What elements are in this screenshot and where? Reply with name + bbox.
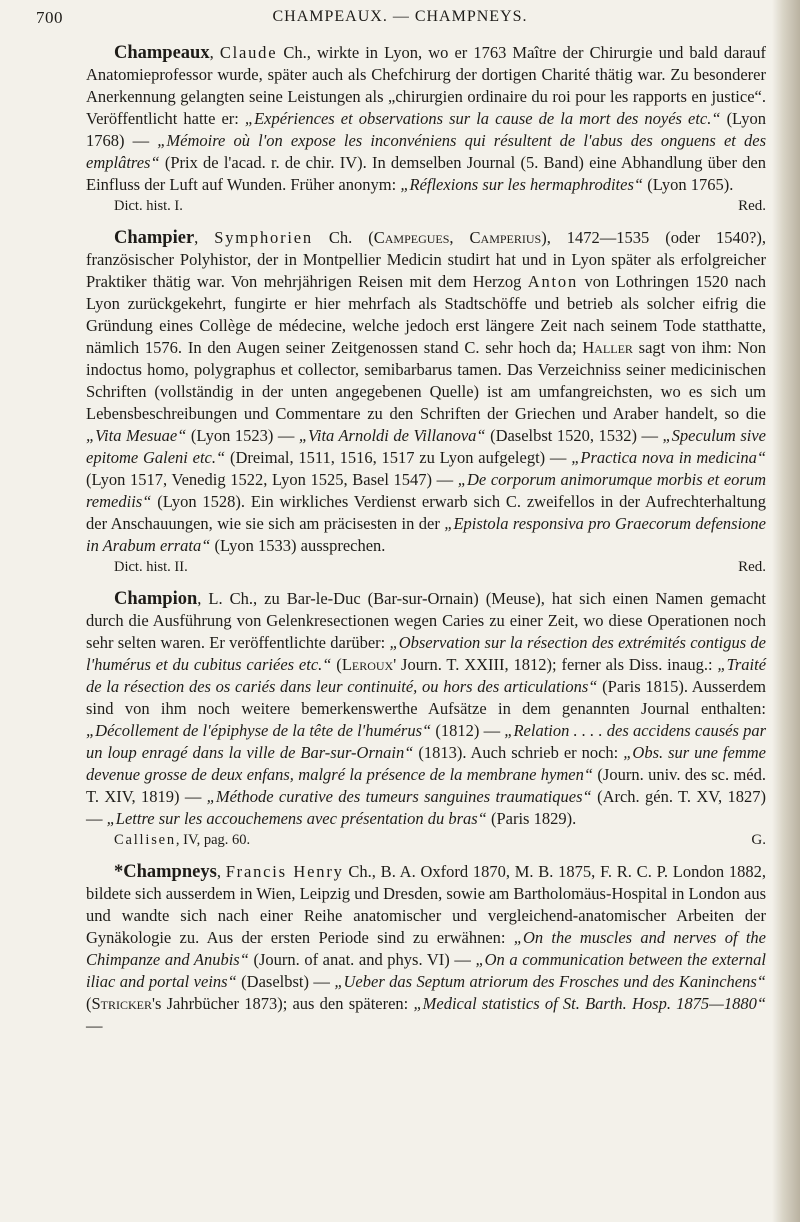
work-title: „Epistola responsiva pro Graecorum defensione in Arabum errata“ <box>86 514 766 555</box>
work-title: „Ueber das Septum atriorum des Frosches und des Kaninchens“ <box>334 972 766 991</box>
entry-champion <box>86 588 766 851</box>
work-title: „Practica nova in medicina“ <box>571 448 767 467</box>
source-ref: Dict. hist. II. <box>114 559 188 575</box>
page-number: 700 <box>36 8 63 27</box>
work-title: „Décollement de l'épiphyse de la tête de l'humérus“ <box>86 721 432 740</box>
entry-champeaux <box>86 42 766 217</box>
person-name: Haller <box>582 338 633 357</box>
source-ref-detail: , IV, pag. 60. <box>175 832 251 848</box>
work-title: „Méthode curative des tumeurs sanguines traumatiques“ <box>206 787 592 806</box>
work-title: „Réflexions sur les hermaphrodites“ <box>400 175 644 194</box>
work-title: „Vita Mesuae“ <box>86 426 187 445</box>
work-title: „Mémoire où l'on expose les inconvéniens qui résultent de l'abus des onguens et des emplâtres“ <box>86 131 767 172</box>
alt-names: Campegues, Camperius <box>373 228 542 247</box>
source-line <box>86 196 766 217</box>
work-title: „Medical statistics of St. Barth. Hosp. 1875—1880“ <box>413 994 766 1013</box>
author-signature: Red. <box>738 198 766 214</box>
work-title: „Expériences et observations sur la cause de la mort des noyés etc.“ <box>244 109 721 128</box>
source-line <box>86 557 766 578</box>
entry-text: Champeaux, Claude Ch., wirkte in Lyon, wo er 1763 Maître der Chirurgie und bald darauf Anatomieprofessor wurde, später auch als Chefchirurg der dortigen Charité thätig war. Zu besonderer Anerkennung gelangten seine Leistungen als „chirurgien ordinaire du roi pour les rapports en justice“. Veröffentlicht hatte er: „Expériences et observations sur la cause de la mort des noyés etc.“ (Lyon 1768) — „Mémoire où l'on expose les inconvéniens qui résultent de l'abus des onguens et des emplâtres“ (Prix de l'acad. r. de chir. IV). In demselben Journal (5. Band) eine Abhandlung über den Einfluss der Luft auf Wunden. Früher anonym: „Réflexions sur les hermaphrodites“ (Lyon 1765). <box>86 43 767 194</box>
work-title: „Speculum sive epitome Galeni etc.“ <box>86 426 766 467</box>
running-head: CHAMPEAUX. — CHAMPNEYS. <box>272 8 528 25</box>
work-title: „Vita Arnoldi de Villanova“ <box>298 426 486 445</box>
entry-text: Champier, Symphorien Ch. (Campegues, Camperius), 1472—1535 (oder 1540?), französischer Polyhistor, der in Montpellier Medicin studirt hat und in Lyon später als erfolgreicher Praktiker thätig war. Von mehrjährigen Reisen mit dem Herzog Anton von Lothringen 1520 nach Lyon zurückgekehrt, fungirte er hier mehrfach als Stadtschöffe und betrieb als solcher eifrig die Gründung eines Collège de médecine, welche jedoch erst längere Zeit nach seinem Tode statthatte, nämlich 1576. In den Augen seiner Zeitgenossen stand C. sehr hoch da; Haller sagt von ihm: Non indoctus homo, polygraphus et collector, semibarbarus tamen. Das Verzeichniss seiner medicinischen Schriften (vollständig in der unten angegebenen Quelle) ist am umfangreichsten, wo es sich um Lebensbeschreibungen und Commentare zu den Schriften der Griechen und Araber handelt, so die „Vita Mesuae“ (Lyon 1523) — „Vita Arnoldi de Villanova“ (Daselbst 1520, 1532) — „Speculum sive epitome Galeni etc.“ (Dreimal, 1511, 1516, 1517 zu Lyon aufgelegt) — „Practica nova in medicina“ (Lyon 1517, Venedig 1522, Lyon 1525, Basel 1547) — „De corporum animorumque morbis et eorum remediis“ (Lyon 1528). Ein wirkliches Verdienst erwarb sich C. zweifellos in der Aufrechterhaltung der Anschauungen, wie sie sich am präcisesten in der „Epistola responsiva pro Graecorum defensione in Arabum errata“ (Lyon 1533) aussprechen. <box>86 228 767 555</box>
work-title: „Obs. sur une femme devenue grosse de deux enfans, malgré la présence de la membrane hymen“ <box>86 743 766 784</box>
work-title: „De corporum animorumque morbis et eorum remediis“ <box>86 470 766 511</box>
work-title: „On the muscles and nerves of the Chimpanze and Anubis“ <box>86 928 766 969</box>
source-ref: Callisen <box>114 832 176 848</box>
author-signature: G. <box>751 832 766 848</box>
work-title: „On a communication between the external iliac and portal veins“ <box>86 950 766 991</box>
given-name: Francis Henry <box>225 862 344 881</box>
author-signature: Red. <box>738 559 766 575</box>
entry-text: Champion, L. Ch., zu Bar-le-Duc (Bar-sur-Ornain) (Meuse), hat sich einen Namen gemacht durch die Ausführung von Gelenkresectionen wegen Caries zu einer Zeit, wo diese Operationen noch sehr selten waren. Er veröffentlichte darüber: „Observation sur la résection des extrémités contigus de l'humérus et du cubitus cariées etc.“ (Leroux' Journ. T. XXIII, 1812); ferner als Diss. inaug.: „Traité de la résection des os cariés dans leur continuité, ou hors des articulations“ (Paris 1815). Ausserdem sind von ihm noch weitere bemerkenswerthe Aufsätze in dem genannten Journal enthalten: „Décollement de l'épiphyse de la tête de l'humérus“ (1812) — „Relation . . . . des accidens causés par un loup enragé dans la ville de Bar-sur-Ornain“ (1813). Auch schrieb er noch: „Obs. sur une femme devenue grosse de deux enfans, malgré la présence de la membrane hymen“ (Journ. univ. des sc. méd. T. XIV, 1819) — „Méthode curative des tumeurs sanguines traumatiques“ (Arch. gén. T. XV, 1827) — „Lettre sur les accouchemens avec présentation du bras“ (Paris 1829). <box>86 589 767 828</box>
headword: *Champneys <box>114 862 217 882</box>
work-title: „Traité de la résection des os cariés dans leur continuité, ou hors des articulations“ <box>86 655 767 696</box>
entry-champier <box>86 227 766 578</box>
page-body <box>86 42 766 1037</box>
given-name: Symphorien <box>214 228 313 247</box>
work-title: „Observation sur la résection des extrémités contigus de l'humérus et du cubitus cariées etc.“ <box>86 633 766 674</box>
headword: Champier <box>114 228 195 248</box>
source-ref: Dict. hist. I. <box>114 198 183 214</box>
person-name: Leroux <box>341 655 394 674</box>
entry-champneys <box>86 861 766 1037</box>
headword: Champion <box>114 589 198 609</box>
person-name: Anton <box>527 272 579 291</box>
source-line <box>86 830 766 851</box>
person-name: Stricker <box>91 994 153 1013</box>
page-gutter-shadow <box>772 0 800 1222</box>
given-name: Claude <box>219 43 278 62</box>
work-title: „Lettre sur les accouchemens avec présentation du bras“ <box>106 809 487 828</box>
entry-text: *Champneys, Francis Henry Ch., B. A. Oxford 1870, M. B. 1875, F. R. C. P. London 1882, bildete sich ausserdem in Wien, Leipzig und Dresden, sowie am Bartholomäus-Hospital in London aus und wandte sich nach einer Reihe anatomischer und vergleichend-anatomischer Arbeiten der Gynäkologie zu. Aus der ersten Periode sind zu erwähnen: „On the muscles and nerves of the Chimpanze and Anubis“ (Journ. of anat. and phys. VI) — „On a communication between the external iliac and portal veins“ (Daselbst) — „Ueber das Septum atriorum des Frosches und des Kaninchens“ (Stricker's Jahrbücher 1873); aus den späteren: „Medical statistics of St. Barth. Hosp. 1875—1880“ — <box>86 862 767 1035</box>
work-title: „Relation . . . . des accidens causés par un loup enragé dans la ville de Bar-sur-Ornain“ <box>86 721 767 762</box>
headword: Champeaux <box>114 43 210 63</box>
page-header <box>36 8 764 30</box>
